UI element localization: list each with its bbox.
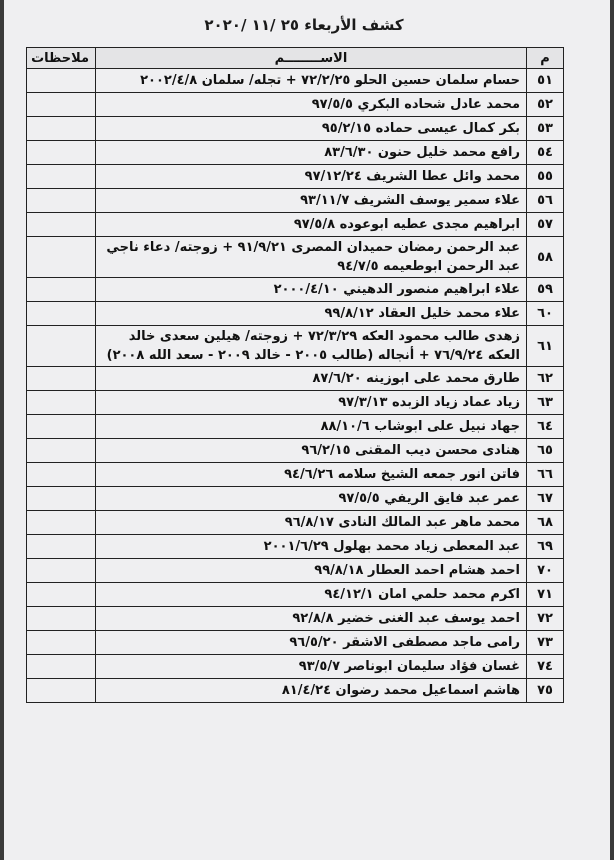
table-row [27, 607, 564, 631]
row-name: اكرم محمد حلمي امان ٩٤/١٢/١ [96, 583, 527, 607]
table-row [27, 679, 564, 703]
row-notes [27, 302, 96, 326]
row-number: ٥٦ [527, 189, 564, 213]
table-row [27, 278, 564, 302]
table-header-row [27, 48, 564, 69]
row-name: زياد عماد زياد الزبده ٩٧/٣/١٣ [96, 391, 527, 415]
page-title: كشف الأربعاء ٢٥ /١١ /٢٠٢٠ [204, 16, 404, 34]
table-row [27, 655, 564, 679]
row-name: رامى ماجد مصطفى الاشقر ٩٦/٥/٢٠ [96, 631, 527, 655]
row-notes [27, 439, 96, 463]
row-notes [27, 93, 96, 117]
row-name: علاء سمير يوسف الشريف ٩٣/١١/٧ [96, 189, 527, 213]
table-row [27, 559, 564, 583]
table-row [27, 583, 564, 607]
row-name: محمد ماهر عبد المالك النادى ٩٦/٨/١٧ [96, 511, 527, 535]
row-name: علاء محمد خليل العقاد ٩٩/٨/١٢ [96, 302, 527, 326]
header-number: م [527, 48, 564, 69]
row-number: ٥٣ [527, 117, 564, 141]
row-name: طارق محمد على ابوزينه ٨٧/٦/٢٠ [96, 367, 527, 391]
row-number: ٧٤ [527, 655, 564, 679]
row-name: ابراهيم مجدى عطيه ابوعوده ٩٧/٥/٨ [96, 213, 527, 237]
row-name: احمد يوسف عبد الغنى خضير ٩٢/٨/٨ [96, 607, 527, 631]
row-notes [27, 487, 96, 511]
row-notes [27, 213, 96, 237]
header-notes: ملاحظات [27, 48, 96, 69]
row-number: ٦٧ [527, 487, 564, 511]
row-notes [27, 415, 96, 439]
row-number: ٧٥ [527, 679, 564, 703]
row-number: ٦٦ [527, 463, 564, 487]
table-row [27, 326, 564, 367]
row-notes [27, 326, 96, 367]
row-notes [27, 535, 96, 559]
row-notes [27, 237, 96, 278]
row-name: محمد عادل شحاده البكري ٩٧/٥/٥ [96, 93, 527, 117]
table-row [27, 511, 564, 535]
row-name: هنادى محسن ديب المقنى ٩٦/٢/١٥ [96, 439, 527, 463]
row-name: علاء ابراهيم منصور الدهيني ٢٠٠٠/٤/١٠ [96, 278, 527, 302]
row-number: ٧٢ [527, 607, 564, 631]
row-name: غسان فؤاد سليمان ابوناصر ٩٣/٥/٧ [96, 655, 527, 679]
row-notes [27, 117, 96, 141]
row-notes [27, 165, 96, 189]
row-notes [27, 511, 96, 535]
table-row [27, 415, 564, 439]
row-name: جهاد نبيل على ابوشاب ٨٨/١٠/٦ [96, 415, 527, 439]
row-notes [27, 391, 96, 415]
row-name: عمر عبد فايق الريفي ٩٧/٥/٥ [96, 487, 527, 511]
row-notes [27, 655, 96, 679]
row-number: ٧٣ [527, 631, 564, 655]
row-notes [27, 559, 96, 583]
row-notes [27, 463, 96, 487]
row-name: احمد هشام احمد العطار ٩٩/٨/١٨ [96, 559, 527, 583]
row-number: ٦٤ [527, 415, 564, 439]
row-notes [27, 141, 96, 165]
row-number: ٦٠ [527, 302, 564, 326]
table-row [27, 69, 564, 93]
row-notes [27, 278, 96, 302]
table-row [27, 93, 564, 117]
row-number: ٦٩ [527, 535, 564, 559]
row-number: ٦٥ [527, 439, 564, 463]
row-number: ٥٢ [527, 93, 564, 117]
row-number: ٧٠ [527, 559, 564, 583]
table-row [27, 535, 564, 559]
table-row [27, 367, 564, 391]
row-number: ٦٨ [527, 511, 564, 535]
row-name: زهدى طالب محمود العكه ٧٢/٣/٢٩ + زوجته/ هيلين سعدى خالد العكه ٧٦/٩/٢٤ + أنجاله (طالب ٢٠٠٥ - خالد ٢٠٠٩ - سعد الله ٢٠٠٨) [96, 326, 527, 367]
row-notes [27, 189, 96, 213]
names-table [26, 47, 564, 703]
row-name: عبد الرحمن رمضان حميدان المصرى ٩١/٩/٢١ + زوجته/ دعاء ناجي عبد الرحمن ابوطعيمه ٩٤/٧/٥ [96, 237, 527, 278]
row-notes [27, 631, 96, 655]
row-number: ٦٣ [527, 391, 564, 415]
table-row [27, 463, 564, 487]
row-notes [27, 607, 96, 631]
document-page [4, 0, 610, 860]
row-number: ٧١ [527, 583, 564, 607]
row-name: رافع محمد خليل حنون ٨٣/٦/٣٠ [96, 141, 527, 165]
table-row [27, 189, 564, 213]
table-row [27, 237, 564, 278]
row-name: حسام سلمان حسين الحلو ٧٢/٢/٢٥ + تجله/ سلمان ٢٠٠٢/٤/٨ [96, 69, 527, 93]
row-name: فاتن انور جمعه الشيخ سلامه ٩٤/٦/٢٦ [96, 463, 527, 487]
row-name: عبد المعطى زياد محمد بهلول ٢٠٠١/٦/٢٩ [96, 535, 527, 559]
row-number: ٦٢ [527, 367, 564, 391]
row-number: ٥٥ [527, 165, 564, 189]
row-number: ٥٨ [527, 237, 564, 278]
table-row [27, 391, 564, 415]
row-notes [27, 583, 96, 607]
row-name: هاشم اسماعيل محمد رضوان ٨١/٤/٢٤ [96, 679, 527, 703]
row-number: ٥٩ [527, 278, 564, 302]
row-number: ٥٧ [527, 213, 564, 237]
row-number: ٥٤ [527, 141, 564, 165]
row-number: ٥١ [527, 69, 564, 93]
row-notes [27, 679, 96, 703]
row-name: بكر كمال عيسى حماده ٩٥/٢/١٥ [96, 117, 527, 141]
table-row [27, 487, 564, 511]
row-notes [27, 69, 96, 93]
row-number: ٦١ [527, 326, 564, 367]
table-row [27, 302, 564, 326]
header-name: الاســــــــم [96, 48, 527, 69]
table-row [27, 439, 564, 463]
row-notes [27, 367, 96, 391]
row-name: محمد وائل عطا الشريف ٩٧/١٢/٢٤ [96, 165, 527, 189]
table-row [27, 117, 564, 141]
table-row [27, 141, 564, 165]
table-row [27, 165, 564, 189]
table-row [27, 631, 564, 655]
table-row [27, 213, 564, 237]
